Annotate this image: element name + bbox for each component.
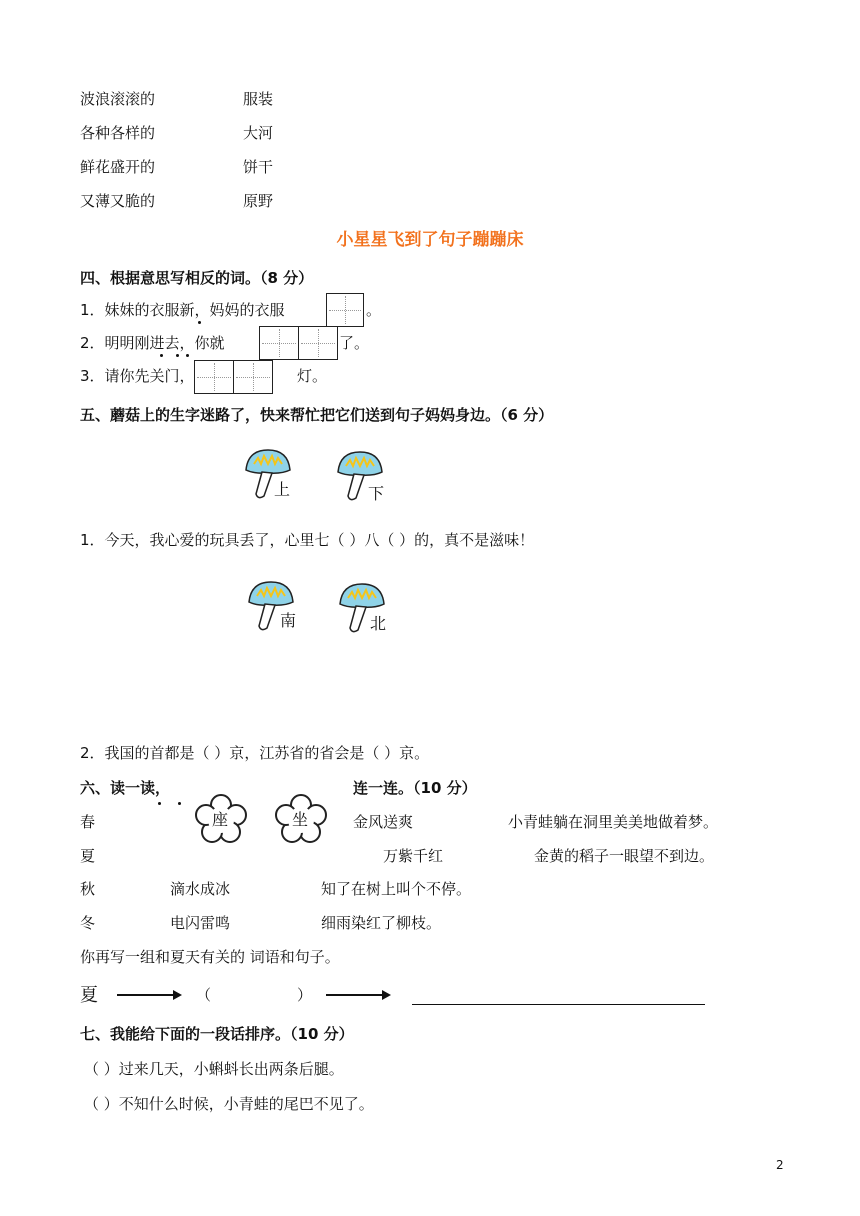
match-left-4: 又薄又脆的 <box>80 192 156 210</box>
sentence-2: 金黄的稻子一眼望不到边。 <box>534 847 715 865</box>
sec6-heading-a: 六、读一读， <box>80 779 171 797</box>
mushroom-char-4: 北 <box>370 614 387 633</box>
sec6-extra-prompt: 你再写一组和夏天有关的 词语和句子。 <box>80 948 340 966</box>
page-number: 2 <box>776 1158 784 1172</box>
mushroom-icon <box>336 580 396 640</box>
phrase-3: 知了在树上叫个不停。 <box>321 880 472 898</box>
match-right-2: 大河 <box>243 124 274 142</box>
answer-line[interactable] <box>412 1004 705 1005</box>
season-winter: 冬 <box>80 914 96 932</box>
sec4-q1-end: 。 <box>366 301 382 319</box>
match-right-1: 服装 <box>243 90 274 108</box>
sec5-q1: 1．今天，我心爱的玩具丢了，心里七（ ）八（ ）的，真不是滋味！ <box>80 531 535 549</box>
sec4-heading: 四、根据意思写相反的词。（8 分） <box>80 269 314 287</box>
season-spring: 春 <box>80 813 96 831</box>
sentence-1: 小青蛙躺在洞里美美地做着梦。 <box>508 813 719 831</box>
fill-season: 夏 <box>80 985 98 1006</box>
sec4-q2-text: 2．明明刚进去，你就 <box>80 334 225 352</box>
emphasis-dot <box>158 802 161 805</box>
flower-char-1: 座 <box>212 810 229 829</box>
match-left-3: 鲜花盛开的 <box>80 158 156 176</box>
word-4: 电闪雷鸣 <box>170 914 231 932</box>
mushroom-char-2: 下 <box>368 484 385 503</box>
season-autumn: 秋 <box>80 880 96 898</box>
arrow-head-icon <box>382 990 391 1000</box>
mushroom-char-1: 上 <box>274 480 291 499</box>
arrow-head-icon <box>173 990 182 1000</box>
answer-box-q2-b[interactable] <box>298 326 338 360</box>
arrow-icon <box>326 994 384 996</box>
order-item-1: （ ）过来几天，小蝌蚪长出两条后腿。 <box>84 1060 344 1078</box>
word-3: 滴水成冰 <box>170 880 231 898</box>
phrase-1: 金风送爽 <box>353 813 414 831</box>
emphasis-dot <box>186 354 189 357</box>
answer-box-q2-a[interactable] <box>259 326 299 360</box>
order-item-2: （ ）不知什么时候，小青蛙的尾巴不见了。 <box>84 1095 374 1113</box>
emphasis-dot <box>160 354 163 357</box>
mushroom-icon <box>242 446 302 506</box>
sec6-heading-b: 连一连。（10 分） <box>353 779 477 797</box>
section-banner: 小星星飞到了句子蹦蹦床 <box>336 230 524 250</box>
mushroom-char-3: 南 <box>280 611 297 630</box>
paren-open: （ <box>196 986 212 1004</box>
emphasis-dot <box>176 354 179 357</box>
answer-box-q1[interactable] <box>326 293 364 327</box>
answer-box-q3-b[interactable] <box>233 360 273 394</box>
emphasis-dot <box>198 321 201 324</box>
sec4-q2-end: 了。 <box>339 334 370 352</box>
flower-char-2: 坐 <box>292 810 309 829</box>
match-right-4: 原野 <box>243 192 274 210</box>
sec5-heading: 五、蘑菇上的生字迷路了，快来帮忙把它们送到句子妈妈身边。（6 分） <box>80 406 554 424</box>
sec4-q1-text: 1．妹妹的衣服新，妈妈的衣服 <box>80 301 285 319</box>
mushroom-icon <box>334 448 394 508</box>
paren-close: ） <box>297 986 313 1004</box>
phrase-4: 细雨染红了柳枝。 <box>321 914 442 932</box>
phrase-2: 万紫千红 <box>383 847 444 865</box>
season-summer: 夏 <box>80 847 96 865</box>
answer-box-q3-a[interactable] <box>194 360 234 394</box>
emphasis-dot <box>178 802 181 805</box>
match-left-2: 各种各样的 <box>80 124 156 142</box>
sec4-q3-text: 3．请你先关门， <box>80 367 195 385</box>
sec7-heading: 七、我能给下面的一段话排序。（10 分） <box>80 1025 354 1043</box>
arrow-icon <box>117 994 175 996</box>
sec5-q2: 2．我国的首都是（ ）京，江苏省的省会是（ ）京。 <box>80 744 430 762</box>
sec4-q3-end: 灯。 <box>297 367 328 385</box>
match-left-1: 波浪滚滚的 <box>80 90 156 108</box>
match-right-3: 饼干 <box>243 158 274 176</box>
